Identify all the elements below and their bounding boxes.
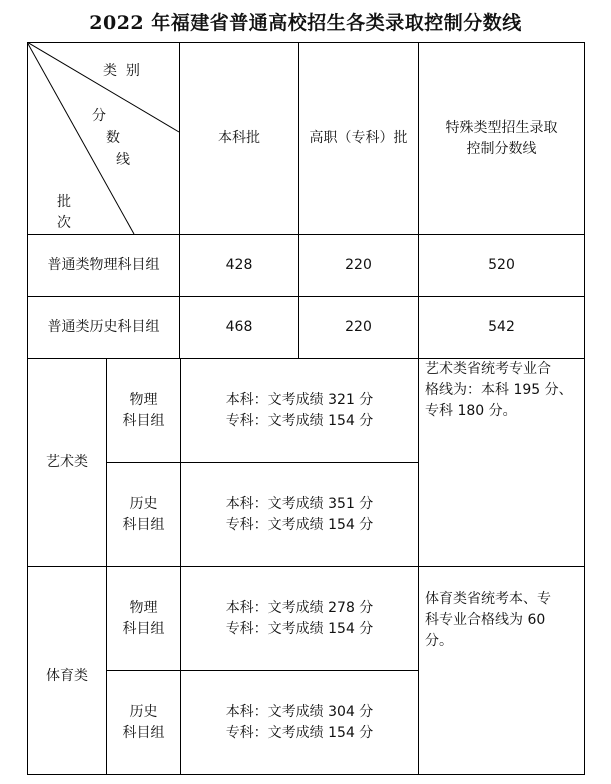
header-score-char: 数 — [106, 130, 120, 146]
score-line: 本科：文考成绩 321 分 — [225, 391, 374, 408]
header-batch-char: 次 — [57, 215, 71, 231]
note-line: 体育类省统考本、专 — [425, 591, 551, 607]
cell-history-gaozhi: 220 — [345, 319, 372, 335]
page-title: 2022 年福建省普通高校招生各类录取控制分数线 — [89, 12, 522, 34]
note-line: 专科 180 分。 — [425, 403, 517, 419]
score-line: 专科：文考成绩 154 分 — [225, 620, 374, 637]
row-label-physics: 普通类物理科目组 — [47, 257, 160, 273]
note-line: 分。 — [425, 633, 453, 649]
score-line: 专科：文考成绩 154 分 — [225, 516, 374, 533]
art-note — [425, 359, 582, 566]
art-physics-scores — [181, 359, 418, 462]
group-name-line: 物理 — [129, 391, 158, 408]
header-category-label: 类 别 — [103, 63, 140, 79]
cell-physics-benke: 428 — [225, 257, 253, 273]
score-line: 本科：文考成绩 304 分 — [225, 703, 374, 720]
group-name-line: 物理 — [129, 599, 158, 616]
note-line: 格线为：本科 195 分、 — [425, 382, 573, 398]
group-name-line: 历史 — [129, 703, 158, 720]
table-border-right — [584, 42, 585, 775]
sport-history-scores — [181, 671, 418, 774]
sport-note — [425, 567, 582, 774]
header-score-char: 线 — [116, 152, 130, 168]
section-label-sport: 体育类 — [46, 668, 88, 684]
cell-history-benke: 468 — [225, 319, 253, 335]
column-header-special-line: 特殊类型招生录取 — [445, 119, 558, 136]
sport-physics-group — [107, 567, 180, 670]
art-history-scores — [181, 463, 418, 566]
art-physics-group — [107, 359, 180, 462]
column-header-gaozhi: 高职（专科）批 — [309, 130, 408, 146]
table-border-bottom — [27, 774, 585, 775]
group-name-line: 科目组 — [122, 412, 165, 429]
sport-history-group — [107, 671, 180, 774]
score-line: 本科：文考成绩 278 分 — [225, 599, 374, 616]
sport-physics-scores — [181, 567, 418, 670]
column-header-special — [419, 43, 584, 234]
group-name-line: 历史 — [129, 495, 158, 512]
section-label-art: 艺术类 — [46, 454, 88, 470]
group-name-line: 科目组 — [122, 724, 165, 741]
column-header-special-line: 控制分数线 — [466, 140, 537, 157]
column-header-benke: 本科批 — [218, 130, 260, 146]
header-score-char: 分 — [92, 108, 106, 124]
score-line: 专科：文考成绩 154 分 — [225, 724, 374, 741]
group-name-line: 科目组 — [122, 620, 165, 637]
note-line: 科专业合格线为 60 — [425, 612, 546, 628]
cell-physics-gaozhi: 220 — [345, 257, 372, 273]
art-history-group — [107, 463, 180, 566]
score-line: 本科：文考成绩 351 分 — [225, 495, 374, 512]
header-batch-char: 批 — [57, 194, 71, 210]
score-line: 专科：文考成绩 154 分 — [225, 412, 374, 429]
row-label-history: 普通类历史科目组 — [47, 319, 160, 335]
cell-physics-special: 520 — [488, 257, 515, 273]
group-name-line: 科目组 — [122, 516, 165, 533]
note-line: 艺术类省统考专业合 — [425, 361, 551, 377]
cell-history-special: 542 — [488, 319, 515, 335]
